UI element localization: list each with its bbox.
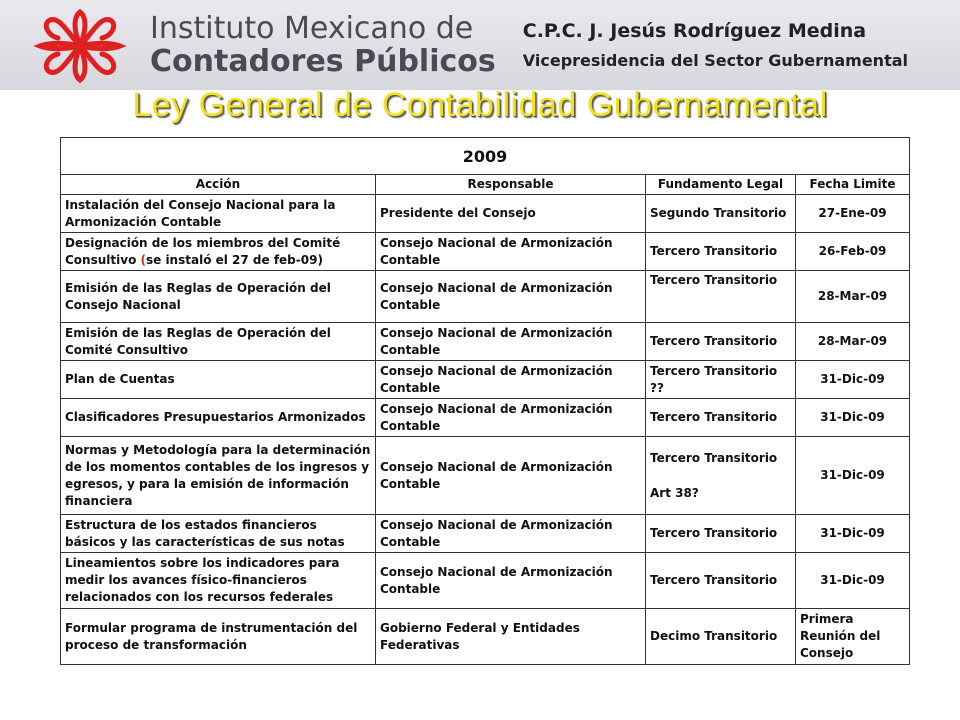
accion-note: se instaló el 27 de feb-09) [145, 252, 323, 267]
cell-responsable: Consejo Nacional de Armonización Contable [376, 271, 646, 323]
cell-fecha: 28-Mar-09 [796, 323, 910, 361]
cell-fecha: 28-Mar-09 [796, 271, 910, 323]
table-row [61, 553, 910, 609]
organization-name [150, 12, 496, 78]
fundamento-line-1: Tercero Transitorio [650, 450, 778, 465]
cell-fecha: 31-Dic-09 [796, 361, 910, 399]
cell-responsable: Consejo Nacional de Armonización Contable [376, 437, 646, 515]
org-line-1: Instituto Mexicano de [150, 11, 474, 46]
table-row [61, 515, 910, 553]
year-header: 2009 [61, 138, 910, 175]
cell-fundamento: Tercero Transitorio [646, 515, 796, 553]
table-row [61, 437, 910, 515]
table-row [61, 233, 910, 271]
cell-responsable: Consejo Nacional de Armonización Contable [376, 361, 646, 399]
cell-fundamento [646, 437, 796, 515]
org-line-2: Contadores Públicos [150, 44, 496, 79]
cell-accion: Clasificadores Presupuestarios Armonizados [61, 399, 376, 437]
cell-fundamento: Segundo Transitorio [646, 195, 796, 233]
cell-fundamento: Tercero Transitorio [646, 271, 796, 323]
cell-accion: Lineamientos sobre los indicadores para medir los avances físico-financieros relacionados con los recursos federales [61, 553, 376, 609]
cell-fecha: 26-Feb-09 [796, 233, 910, 271]
cell-fundamento: Tercero Transitorio [646, 399, 796, 437]
cell-responsable: Presidente del Consejo [376, 195, 646, 233]
slide-title: Ley General de Contabilidad Gubernamental [132, 86, 828, 124]
cell-fecha: 31-Dic-09 [796, 437, 910, 515]
presenter-info [523, 18, 908, 74]
table-row [61, 609, 910, 665]
cell-fecha: 27-Ene-09 [796, 195, 910, 233]
cell-fundamento: Tercero Transitorio [646, 323, 796, 361]
cell-fundamento: Tercero Transitorio ?? [646, 361, 796, 399]
cell-responsable: Consejo Nacional de Armonización Contable [376, 515, 646, 553]
col-header-fecha: Fecha Limite [796, 175, 910, 195]
accion-red-paren: ( [140, 252, 146, 267]
presenter-name: C.P.C. J. Jesús Rodríguez Medina [522, 20, 867, 42]
cell-responsable: Gobierno Federal y Entidades Federativas [376, 609, 646, 665]
cell-accion: Estructura de los estados financieros básicos y las características de sus notas [61, 515, 376, 553]
table-row [61, 399, 910, 437]
cell-fecha: 31-Dic-09 [796, 515, 910, 553]
cell-accion: Emisión de las Reglas de Operación del Consejo Nacional [61, 271, 376, 323]
cell-responsable: Consejo Nacional de Armonización Contable [376, 553, 646, 609]
cell-fundamento: Tercero Transitorio [646, 553, 796, 609]
cell-fecha: Primera Reunión del Consejo [796, 609, 910, 665]
cell-accion: Normas y Metodología para la determinación de los momentos contables de los ingresos y egresos, y para la emisión de información financiera [61, 437, 376, 515]
cell-accion [61, 233, 376, 271]
cell-responsable: Consejo Nacional de Armonización Contable [376, 233, 646, 271]
cell-accion: Emisión de las Reglas de Operación del Comité Consultivo [61, 323, 376, 361]
presenter-role: Vicepresidencia del Sector Gubernamental [522, 51, 908, 70]
slide-header [0, 0, 960, 90]
cell-fundamento: Tercero Transitorio [646, 233, 796, 271]
cell-fecha: 31-Dic-09 [796, 553, 910, 609]
cell-fundamento: Decimo Transitorio [646, 609, 796, 665]
table-row [61, 361, 910, 399]
cell-responsable: Consejo Nacional de Armonización Contable [376, 399, 646, 437]
cell-accion: Instalación del Consejo Nacional para la Armonización Contable [61, 195, 376, 233]
cell-accion: Plan de Cuentas [61, 361, 376, 399]
fundamento-line-2: Art 38? [650, 485, 699, 500]
table-row [61, 323, 910, 361]
table-row [61, 271, 910, 323]
cell-responsable: Consejo Nacional de Armonización Contable [376, 323, 646, 361]
col-header-fundamento: Fundamento Legal [646, 175, 796, 195]
column-header-row [61, 175, 910, 195]
schedule-table [60, 137, 910, 665]
table-row [61, 195, 910, 233]
cell-accion: Formular programa de instrumentación del proceso de transformación [61, 609, 376, 665]
col-header-accion: Acción [61, 175, 376, 195]
col-header-responsable: Responsable [376, 175, 646, 195]
imcp-ribbon-logo-icon [30, 6, 130, 86]
cell-fecha: 31-Dic-09 [796, 399, 910, 437]
year-row [61, 138, 910, 175]
accion-text: Designación de los miembros del Comité Consultivo [65, 235, 341, 267]
